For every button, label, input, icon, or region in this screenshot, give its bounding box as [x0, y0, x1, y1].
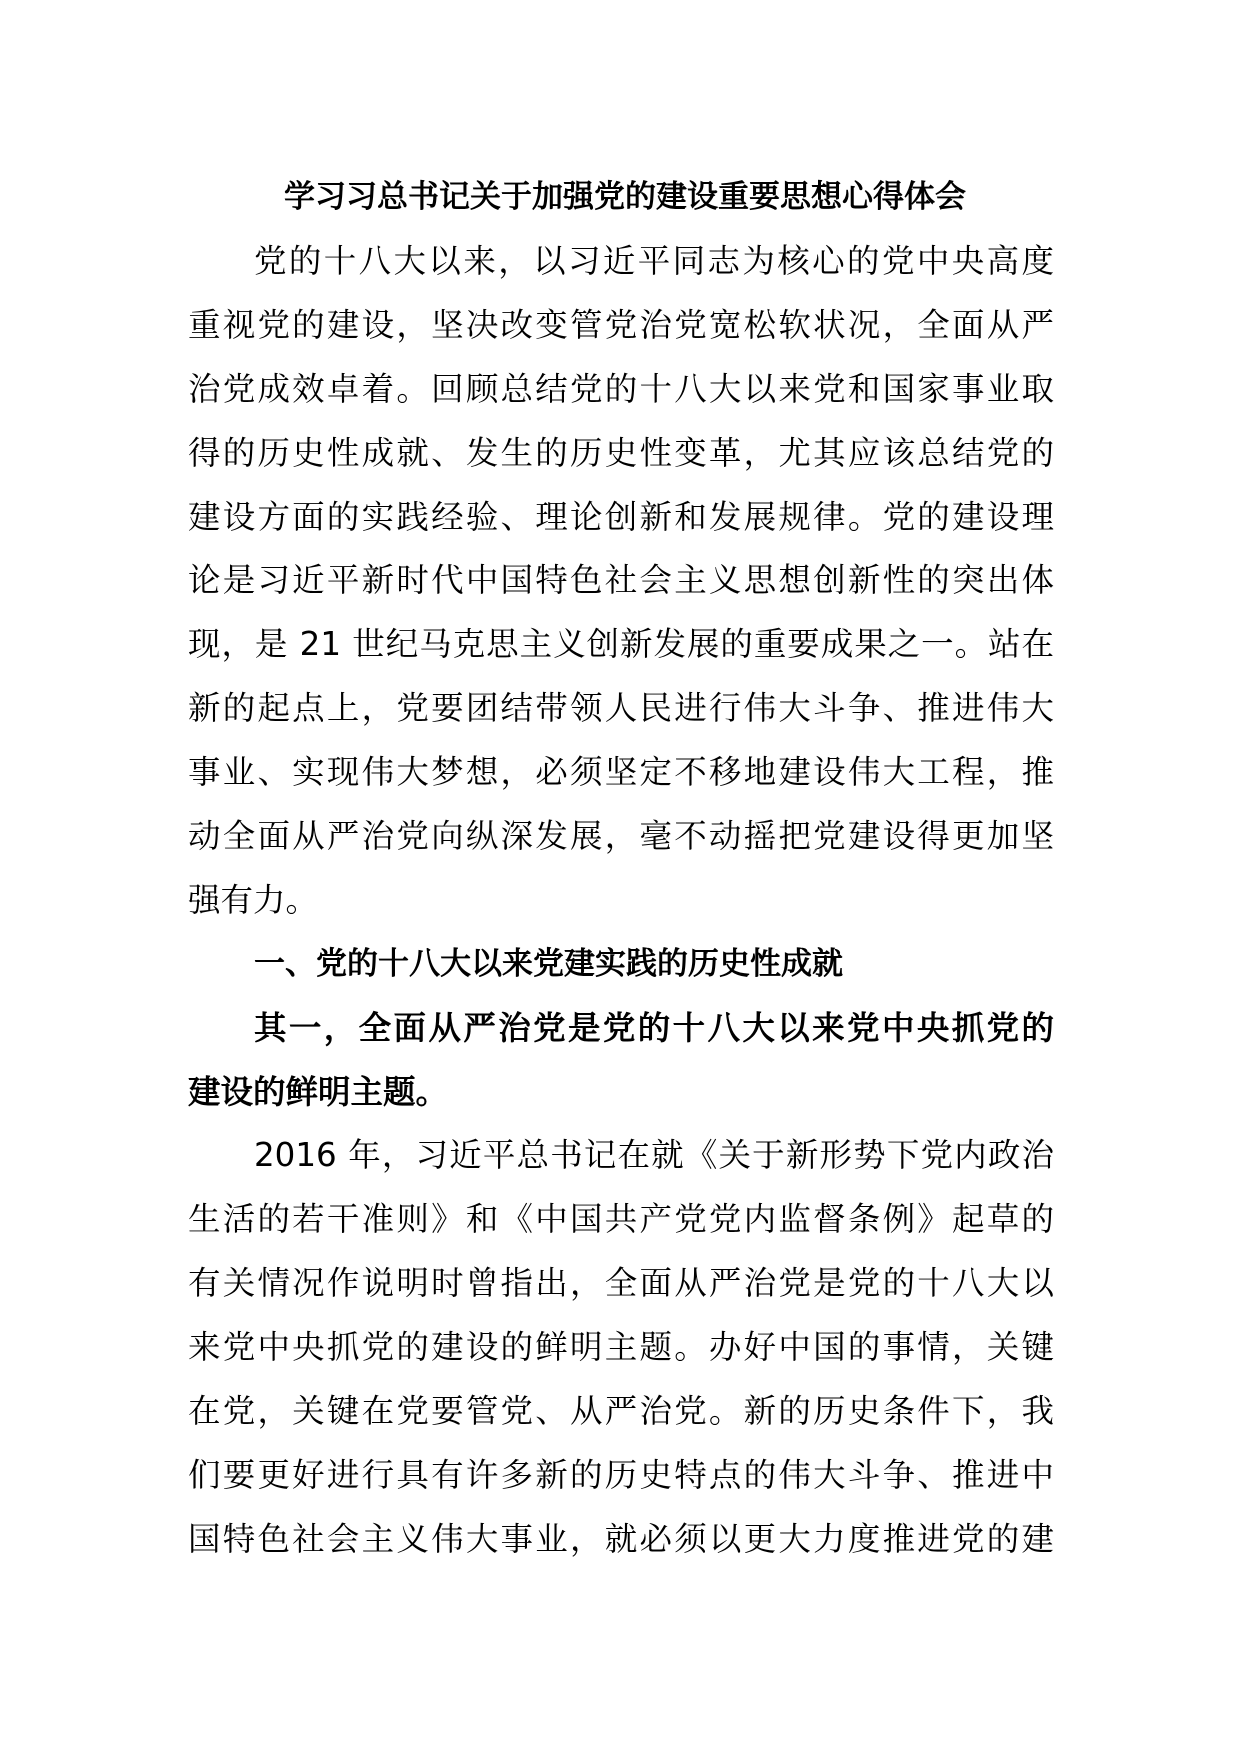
- subheading: [188, 997, 1054, 1125]
- text-line: 新的起点上，党要团结带领人民进行伟大斗争、推进伟大: [188, 689, 1054, 728]
- paragraph-2016: [188, 1124, 1054, 1571]
- text-line: 建设的鲜明主题。: [188, 1072, 449, 1111]
- text-line: 强有力。: [188, 880, 319, 919]
- section-heading: 一、党的十八大以来党建实践的历史性成就: [254, 945, 843, 982]
- text-line: 在党，关键在党要管党、从严治党。新的历史条件下，我: [188, 1392, 1054, 1431]
- text-line: 们要更好进行具有许多新的历史特点的伟大斗争、推进中: [188, 1455, 1054, 1494]
- document-body: [188, 230, 1054, 1572]
- text-line: 得的历史性成就、发生的历史性变革，尤其应该总结党的: [188, 433, 1054, 472]
- text-line: 国特色社会主义伟大事业，就必须以更大力度推进党的建: [188, 1519, 1054, 1558]
- text-line: 有关情况作说明时曾指出，全面从严治党是党的十八大以: [188, 1264, 1054, 1303]
- text-line: 事业、实现伟大梦想，必须坚定不移地建设伟大工程，推: [188, 753, 1054, 792]
- text-line: 生活的若干准则》和《中国共产党党内监督条例》起草的: [188, 1200, 1054, 1239]
- text-line: 2016 年，习近平总书记在就《关于新形势下党内政治: [254, 1136, 1054, 1175]
- text-line: 重视党的建设，坚决改变管党治党宽松软状况，全面从严: [188, 305, 1054, 344]
- text-line: 现，是 21 世纪马克思主义创新发展的重要成果之一。站在: [188, 625, 1054, 664]
- paragraph-intro: [188, 230, 1054, 933]
- text-line: 动全面从严治党向纵深发展，毫不动摇把党建设得更加坚: [188, 817, 1054, 856]
- text-line: 来党中央抓党的建设的鲜明主题。办好中国的事情，关键: [188, 1328, 1054, 1367]
- text-line: 其一，全面从严治党是党的十八大以来党中央抓党的: [254, 1008, 1054, 1047]
- text-line: 治党成效卓着。回顾总结党的十八大以来党和国家事业取: [188, 369, 1054, 408]
- document-title: 学习习总书记关于加强党的建设重要思想心得体会: [284, 179, 966, 215]
- text-line: 论是习近平新时代中国特色社会主义思想创新性的突出体: [188, 561, 1054, 600]
- text-line: 建设方面的实践经验、理论创新和发展规律。党的建设理: [188, 497, 1054, 536]
- text-line: 党的十八大以来，以习近平同志为核心的党中央高度: [254, 242, 1054, 280]
